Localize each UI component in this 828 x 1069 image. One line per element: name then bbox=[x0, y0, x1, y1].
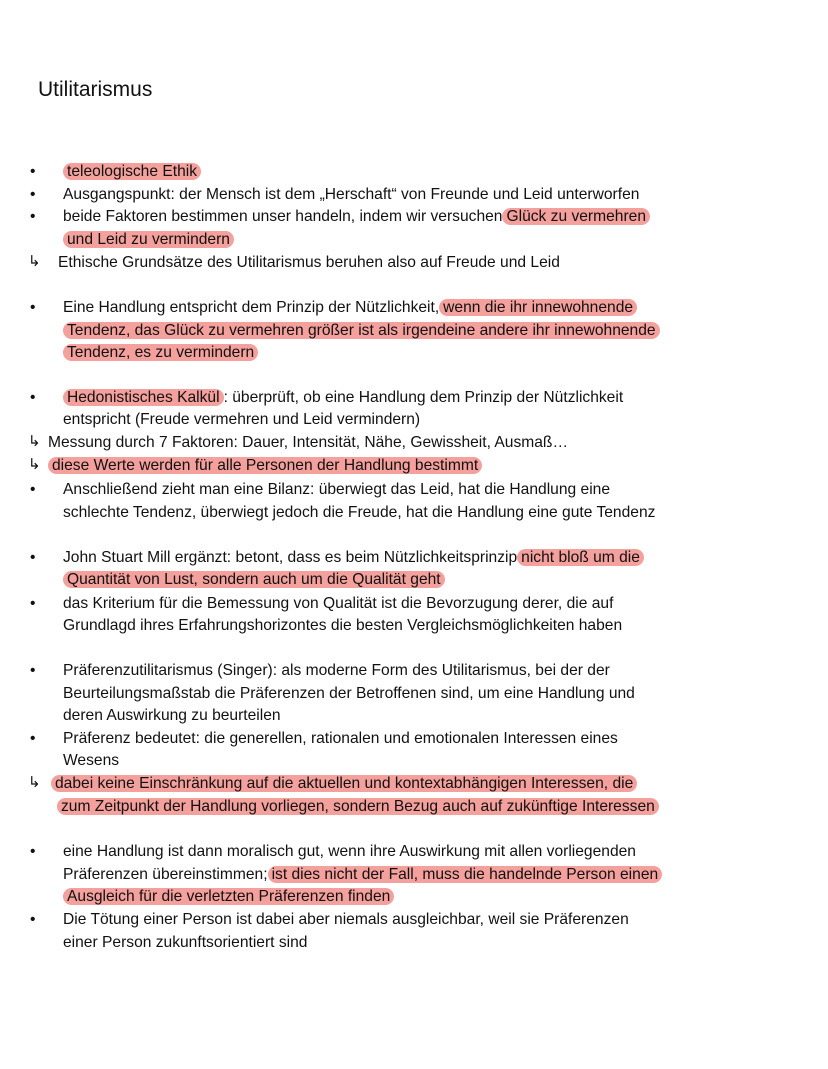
bullet: • bbox=[30, 186, 36, 203]
text-line: Die Tötung einer Person ist dabei aber niemals ausgleichbar, weil sie Präferenzen bbox=[63, 911, 629, 928]
text-segment: : überprüft, ob eine Handlung dem Prinzip der Nützlichkeit bbox=[223, 389, 624, 406]
text-segment: John Stuart Mill ergänzt: betont, dass es beim Nützlichkeitsprinzip bbox=[63, 549, 518, 566]
bullet: • bbox=[30, 730, 36, 747]
highlighted-text: Tendenz, das Glück zu vermehren größer ist als irgendeine andere ihr innewohnende bbox=[63, 322, 660, 339]
text-line: Ethische Grundsätze des Utilitarismus beruhen also auf Freude und Leid bbox=[58, 254, 560, 271]
text-line: entspricht (Freude vermehren und Leid vermindern) bbox=[63, 411, 421, 428]
bullet: • bbox=[30, 662, 36, 679]
text-line: einer Person zukunftsorientiert sind bbox=[63, 934, 308, 951]
highlighted-text: dabei keine Einschränkung auf die aktuellen und kontextabhängigen Interessen, die bbox=[51, 775, 637, 792]
highlighted-text: Quantität von Lust, sondern auch um die Qualität geht bbox=[63, 571, 445, 588]
text-line: Ausgangspunkt: der Mensch ist dem „Herschaft“ von Freunde und Leid unterworfen bbox=[63, 186, 640, 203]
highlighted-text: Ausgleich für die verletzten Präferenzen finden bbox=[63, 888, 394, 905]
text-line: Grundlagd ihres Erfahrungshorizontes die besten Vergleichsmöglichkeiten haben bbox=[63, 617, 623, 634]
bullet: • bbox=[30, 299, 36, 316]
text-segment: Präferenzen übereinstimmen; bbox=[63, 866, 268, 883]
highlighted-text: ist dies nicht der Fall, muss die handelnde Person einen bbox=[268, 866, 663, 883]
bullet: • bbox=[30, 911, 36, 928]
text-line: Präferenzutilitarismus (Singer): als moderne Form des Utilitarismus, bei der der bbox=[63, 662, 610, 679]
page-title: Utilitarismus bbox=[38, 78, 153, 101]
text-segment: Eine Handlung entspricht dem Prinzip der Nützlichkeit, bbox=[63, 299, 440, 316]
bullet: • bbox=[30, 843, 36, 860]
arrow-icon: ↳ bbox=[28, 433, 41, 450]
highlighted-text: wenn die ihr innewohnende bbox=[439, 299, 637, 316]
highlighted-text: nicht bloß um die bbox=[517, 549, 644, 566]
highlighted-text: und Leid zu vermindern bbox=[63, 231, 234, 248]
highlighted-text: teleologische Ethik bbox=[63, 163, 201, 180]
text-line: Wesens bbox=[63, 752, 120, 769]
arrow-icon: ↳ bbox=[28, 253, 41, 270]
bullet: • bbox=[30, 595, 36, 612]
bullet: • bbox=[30, 389, 36, 406]
highlighted-text: Tendenz, es zu vermindern bbox=[63, 344, 258, 361]
text-line: das Kriterium für die Bemessung von Qualität ist die Bevorzugung derer, die auf bbox=[63, 595, 614, 612]
arrow-icon: ↳ bbox=[28, 774, 41, 791]
highlighted-text: zum Zeitpunkt der Handlung vorliegen, sondern Bezug auch auf zukünftige Interessen bbox=[57, 798, 659, 815]
text-segment: beide Faktoren bestimmen unser handeln, indem wir versuchen bbox=[63, 208, 503, 225]
bullet: • bbox=[30, 163, 36, 180]
text-line: eine Handlung ist dann moralisch gut, wenn ihre Auswirkung mit allen vorliegenden bbox=[63, 843, 636, 860]
bullet: • bbox=[30, 208, 36, 225]
arrow-icon: ↳ bbox=[28, 456, 41, 473]
bullet: • bbox=[30, 549, 36, 566]
text-line: Messung durch 7 Faktoren: Dauer, Intensität, Nähe, Gewissheit, Ausmaß… bbox=[48, 434, 569, 451]
text-line: Anschließend zieht man eine Bilanz: überwiegt das Leid, hat die Handlung eine bbox=[63, 481, 610, 498]
highlighted-text: Hedonistisches Kalkül bbox=[63, 389, 224, 406]
highlighted-text: Glück zu vermehren bbox=[502, 208, 650, 225]
highlighted-text: diese Werte werden für alle Personen der Handlung bestimmt bbox=[48, 457, 482, 474]
text-line: deren Auswirkung zu beurteilen bbox=[63, 707, 281, 724]
text-line: Beurteilungsmaßstab die Präferenzen der Betroffenen sind, um eine Handlung und bbox=[63, 685, 635, 702]
text-line: schlechte Tendenz, überwiegt jedoch die Freude, hat die Handlung eine gute Tendenz bbox=[63, 504, 656, 521]
text-line: Präferenz bedeutet: die generellen, rationalen und emotionalen Interessen eines bbox=[63, 730, 618, 747]
bullet: • bbox=[30, 481, 36, 498]
